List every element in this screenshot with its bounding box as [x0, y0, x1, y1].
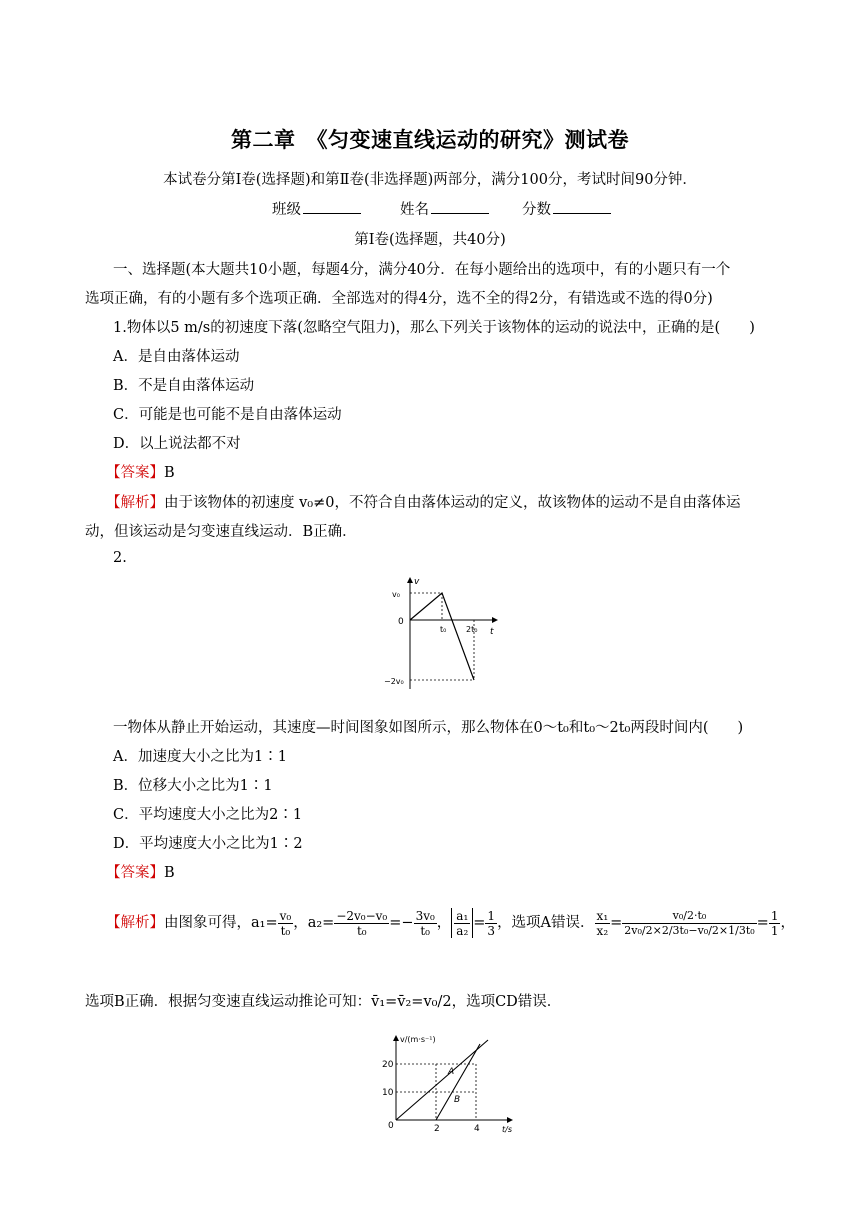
abs-ratio: $\frac{\text{a₁}}{\text{a₂}}$ — [451, 908, 473, 938]
vt-graph-q2 — [360, 572, 510, 694]
line-B — [436, 1044, 480, 1120]
frac-result: $\frac{1}{1}$ — [770, 908, 779, 938]
q1-analysis-line2: 动，但该运动是匀变速直线运动．B正确． — [85, 524, 357, 540]
x2-label: 2 — [434, 1124, 440, 1134]
q1-answer — [106, 461, 806, 482]
class-field — [272, 198, 361, 219]
class-label: 班级 — [272, 202, 301, 218]
name-label: 姓名 — [400, 202, 429, 218]
q2-analysis-line2: 选项B正确．根据匀变速直线运动推论可知：v̄₁=v̄₂=v₀/2，选项CD错误． — [85, 994, 562, 1010]
origin-label: 0 — [388, 1121, 394, 1131]
lineB-label: B — [454, 1095, 461, 1105]
line-A — [396, 1040, 488, 1120]
q1-option-c: C．可能是也可能不是自由落体运动 — [113, 407, 342, 423]
section1-line2: 选项正确，有的小题有多个选项正确．全部选对的得4分，选不全的得2分，有错选或不选的得0分) — [85, 291, 713, 307]
x4-label: 4 — [474, 1124, 480, 1134]
vt-graph-q3 — [362, 1030, 522, 1134]
frac-a1: $\frac{\text{v₀}}{\text{t₀}}$ — [279, 908, 292, 938]
frac-1-3: $\frac{1}{3}$ — [487, 908, 496, 938]
origin-label: 0 — [398, 617, 404, 627]
frac-a2b: $\frac{\text{3v₀}}{\text{t₀}}$ — [415, 908, 435, 938]
q2-analysis-line1: 【解析】由图象可得，a₁= $\frac{\text{v₀}}{\text{t₀}}$ ，a₂= $\frac{\text{−2v₀−v₀}}{\text{t₀}}$ =− $\frac{\text{3v₀}}{\text{t₀}}$ ， $\frac{\text{a₁}}{\text{a₂}}$ = $\frac{1}{3}$ ，选项A错误． $\frac{\text{x₁}}{\text{x₂}}$ = $\frac{\text{v₀/2·t₀}}{\text{2v₀/2×2/3t₀−v₀/2×1/3t₀}}$ = $\frac{1}{1}$ ， — [106, 908, 795, 938]
lineA-label: A — [448, 1067, 455, 1077]
t-label: t/s — [502, 1125, 512, 1134]
answer-tag: 【答案】 — [106, 865, 164, 881]
q1-analysis-line1: 【解析】由于该物体的初速度 v₀≠0，不符合自由落体运动的定义，故该物体的运动不是自由落体运 — [106, 495, 741, 511]
frac-a2: $\frac{\text{−2v₀−v₀}}{\text{t₀}}$ — [336, 908, 388, 938]
q2-option-b: B．位移大小之比为1∶1 — [113, 778, 273, 794]
q1-option-a: A．是自由落体运动 — [113, 349, 240, 365]
q1-option-b: B．不是自由落体运动 — [113, 378, 255, 394]
frac-big: $\frac{\text{v₀/2·t₀}}{\text{2v₀/2×2/3t₀−v₀/2×1/3t₀}}$ — [624, 908, 755, 937]
page-title: 第二章 《匀变速直线运动的研究》测试卷 — [231, 127, 629, 152]
v-label: v — [414, 577, 420, 587]
section1-line1: 一、选择题(本大题共10小题，每题4分，满分40分．在每小题给出的选项中，有的小题只有一个 — [113, 262, 731, 278]
analysis-tag: 【解析】 — [106, 495, 164, 511]
t0-label: t₀ — [440, 625, 447, 634]
q1-option-d: D．以上说法都不对 — [113, 436, 241, 452]
score-label: 分数 — [522, 202, 551, 218]
q2-stem: 一物体从静止开始运动，其速度—时间图象如图所示，那么物体在0～t₀和t₀～2t₀两段时间内( ) — [113, 720, 744, 736]
2t0-label: 2t₀ — [466, 625, 478, 634]
answer-value: B — [164, 465, 175, 481]
t-label: t — [490, 627, 494, 637]
score-field — [522, 198, 611, 219]
q2-option-d: D．平均速度大小之比为1∶2 — [113, 836, 303, 852]
frac-x: $\frac{\text{x₁}}{\text{x₂}}$ — [596, 908, 609, 938]
neg2v0-label: −2v₀ — [384, 677, 404, 686]
y10-label: 10 — [382, 1088, 394, 1098]
q2-option-c: C．平均速度大小之比为2∶1 — [113, 807, 303, 823]
y20-label: 20 — [382, 1060, 394, 1070]
answer-value: B — [164, 865, 175, 881]
q2-answer — [106, 861, 806, 882]
answer-tag: 【答案】 — [106, 465, 164, 481]
v-label: v/(m·s⁻¹) — [400, 1035, 436, 1044]
v0-label: v₀ — [392, 590, 400, 599]
q2-option-a: A．加速度大小之比为1∶1 — [113, 749, 287, 765]
name-field — [400, 198, 489, 219]
analysis-tag: 【解析】 — [106, 915, 164, 931]
q1-stem: 1.物体以5 m/s的初速度下落(忽略空气阻力)，那么下列关于该物体的运动的说法中，正确的是( ) — [113, 320, 755, 336]
exam-intro: 本试卷分第Ⅰ卷(选择题)和第Ⅱ卷(非选择题)两部分，满分100分，考试时间90分钟． — [163, 172, 697, 188]
q2-number: 2. — [113, 550, 127, 566]
part1-header: 第Ⅰ卷(选择题，共40分) — [354, 232, 506, 248]
